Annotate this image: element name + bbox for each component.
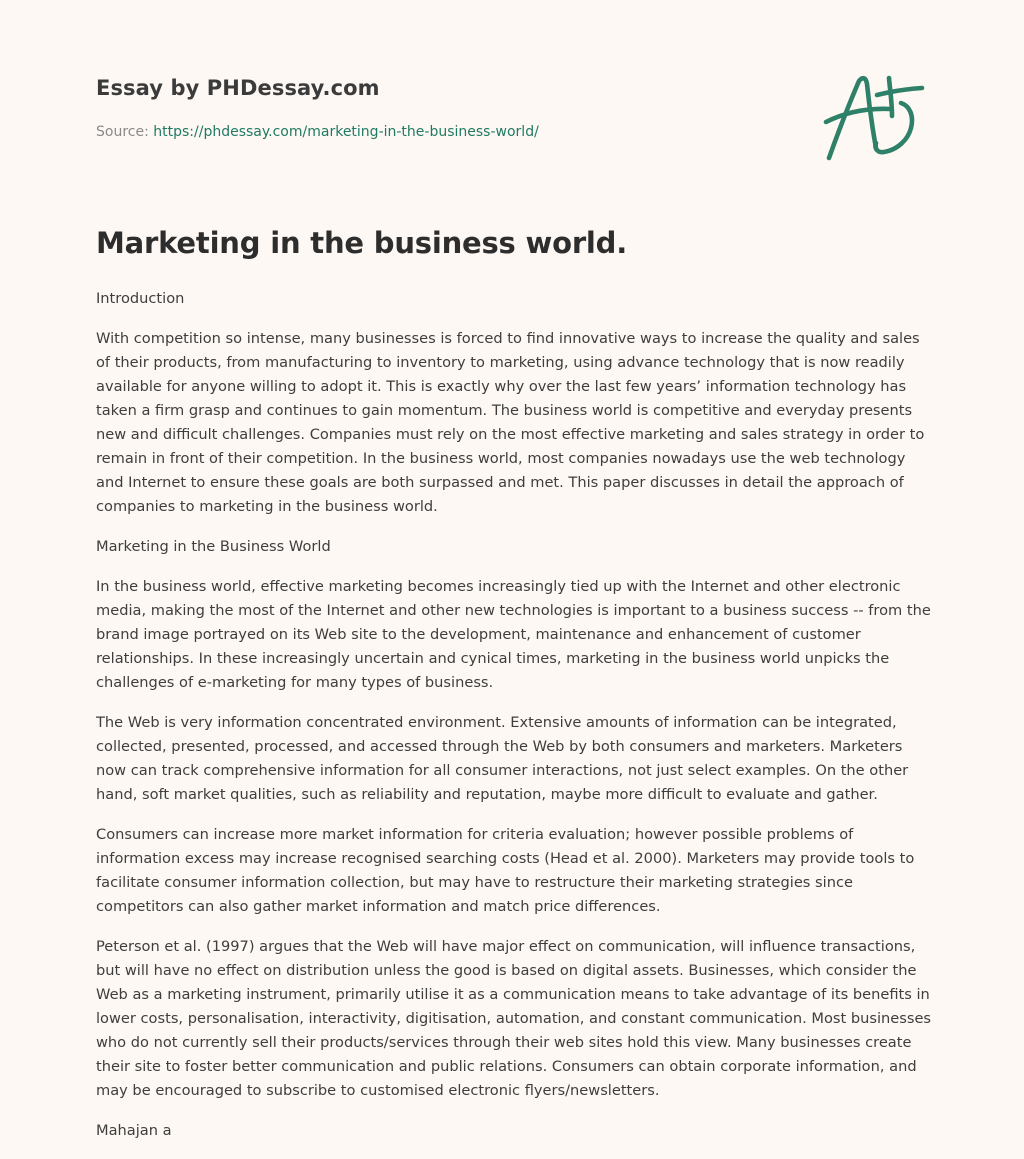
source-label: Source: — [96, 124, 149, 140]
a-plus-logo — [822, 68, 926, 164]
essay-paragraph: The Web is very information concentrated environment. Extensive amounts of information can be integrated, collected, presented, processed, and accessed through the Web by both consumers and marketers. Marketers now can track comprehensive information for all consumer interactions, not just select examples. On the other hand, soft market qualities, such as reliability and reputation, maybe more difficult to evaluate and gather. — [96, 714, 909, 803]
essay-paragraph: Mahajan a — [96, 1122, 172, 1139]
essay-paragraph: Consumers can increase more market information for criteria evaluation; however possible problems of information excess may increase recognised searching costs (Head et al. 2000). Marketers may provide tools to facilitate consumer information collection, but may have to restructure their marketing strategies since competitors can also gather market information and match price differences. — [96, 826, 915, 915]
source-link[interactable]: https://phdessay.com/marketing-in-the-business-world/ — [153, 124, 539, 140]
essay-paragraph: Peterson et al. (1997) argues that the Web will have major effect on communication, will influence transactions, but will have no effect on distribution unless the good is based on digital assets. Businesses, which consider the Web as a marketing instrument, primarily utilise it as a communication means to take advantage of its benefits in lower costs, personalisation, interactivity, digitisation, automation, and constant communication. Most businesses who do not currently sell their products/services through their web sites hold this view. Many businesses create their site to foster better communication and public relations. Consumers can obtain corporate information, and may be encouraged to subscribe to customised electronic flyers/newsletters. — [96, 938, 932, 1099]
essay-paragraph: With competition so intense, many businesses is forced to find innovative ways to increase the quality and sales of their products, from manufacturing to inventory to marketing, using advance technology that is now readily available for anyone willing to adopt it. This is exactly why over the last few years’ information technology has taken a firm grasp and continues to gain momentum. The business world is competitive and everyday presents new and difficult challenges. Companies must rely on the most effective marketing and sales strategy in order to remain in front of their competition. In the business world, most companies nowadays use the web technology and Internet to ensure these goals are both surpassed and met. This paper discusses in detail the approach of companies to marketing in the business world. — [96, 330, 925, 515]
essay-title: Marketing in the business world. — [96, 226, 628, 260]
site-brand: Essay by PHDessay.com — [96, 76, 380, 100]
essay-header — [96, 76, 796, 140]
essay-paragraph: Introduction — [96, 290, 185, 307]
essay-body — [96, 287, 934, 1159]
essay-paragraph: Marketing in the Business World — [96, 538, 331, 555]
source-line — [96, 124, 796, 140]
essay-paragraph: In the business world, effective marketing becomes increasingly tied up with the Internet and other electronic media, making the most of the Internet and other new technologies is important to a business success -- from the brand image portrayed on its Web site to the development, maintenance and enhancement of customer relationships. In these increasingly uncertain and cynical times, marketing in the business world unpicks the challenges of e-marketing for many types of business. — [96, 578, 931, 691]
